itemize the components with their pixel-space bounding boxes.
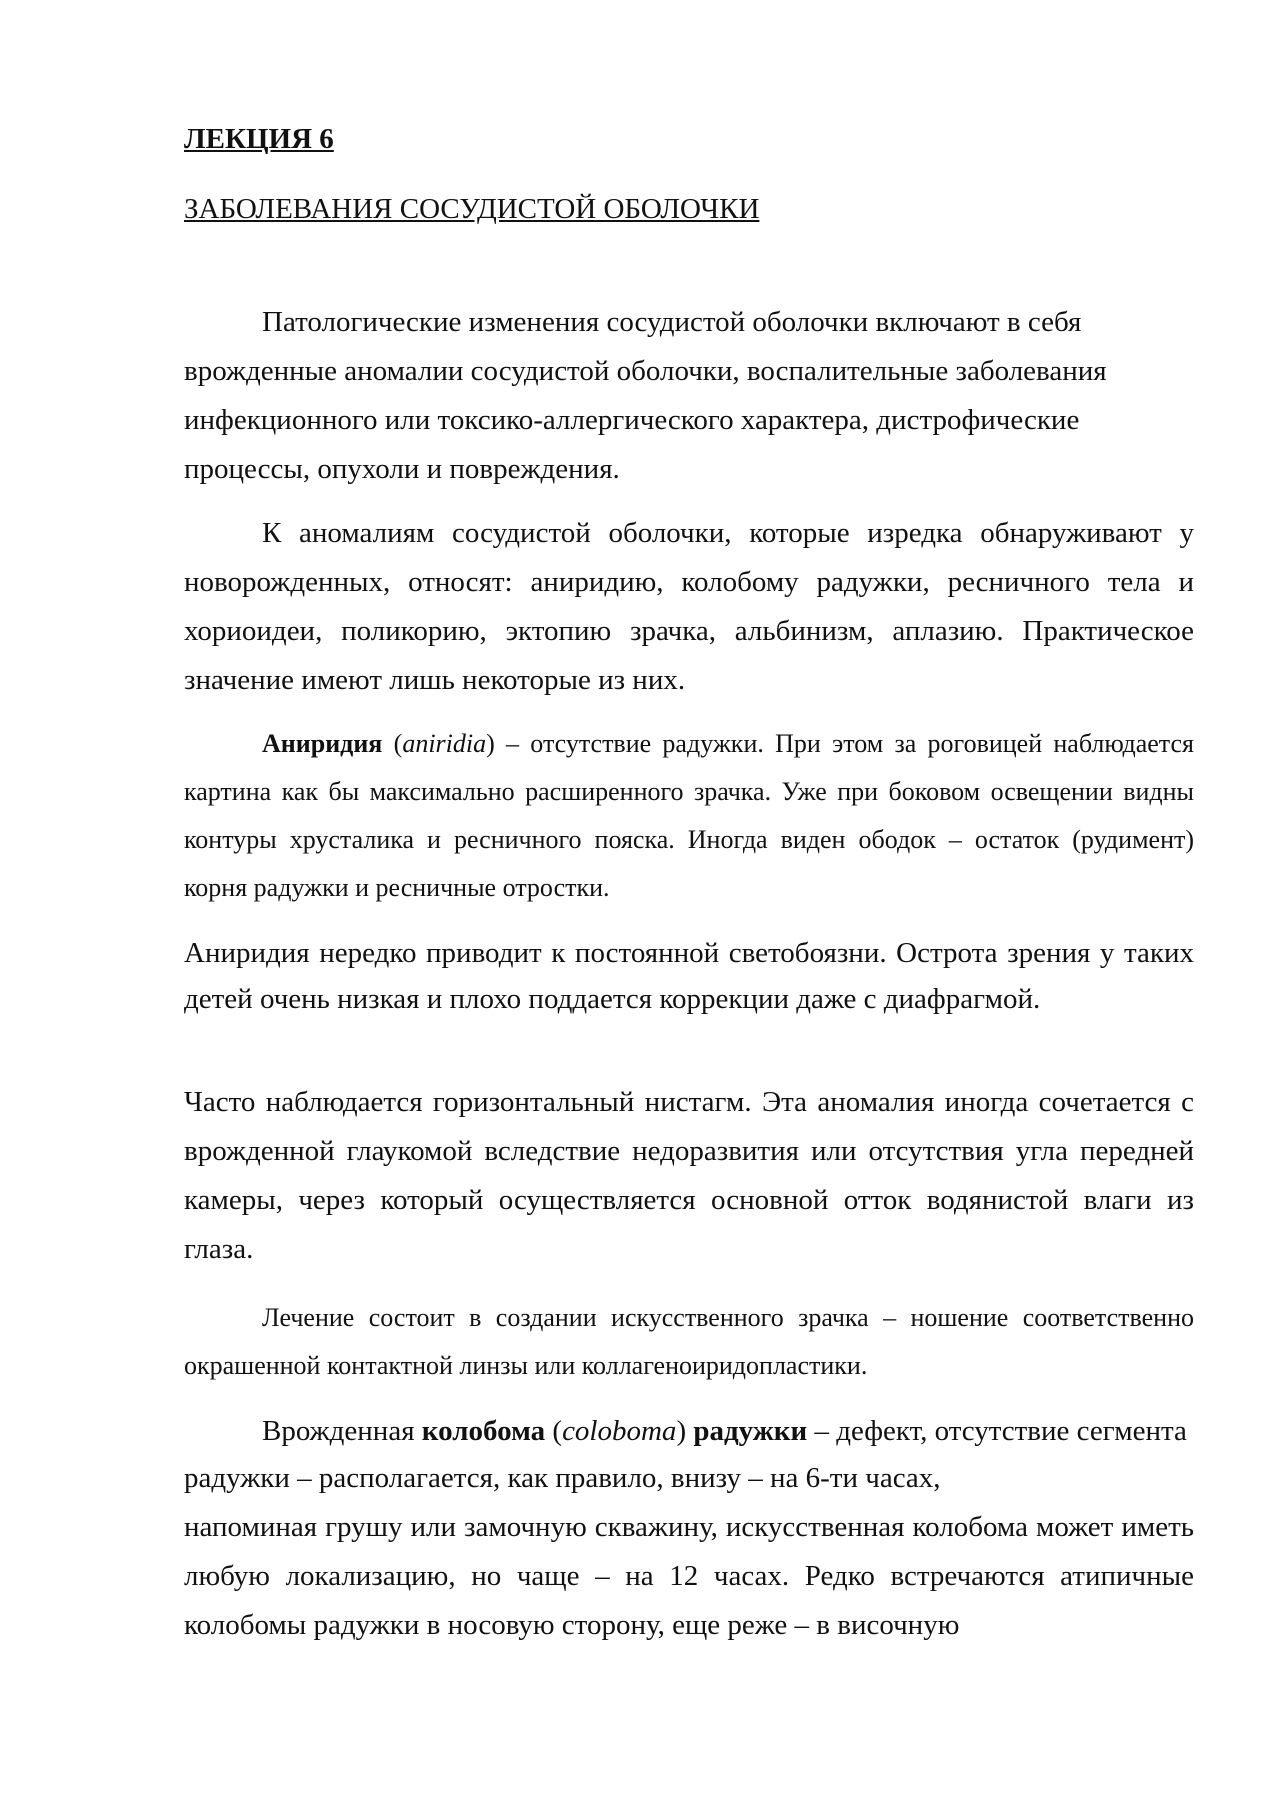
term-aniridia: Аниридия (262, 729, 383, 758)
paragraph-pathology-overview: Патологические изменения сосудистой оболочки включают в себя врожденные аномалии сосудистой оболочки, воспалительные заболевания инфекционного или токсико-аллергического характера, дистрофические процессы, опухоли и повреждения. (184, 306, 1107, 485)
paragraph-nystagmus: Часто наблюдается горизонтальный нистагм. Эта аномалия иногда сочетается с врожденной глаукомой вследствие недоразвития или отсутствия угла передней камеры, через который осуществляется основной отток водянистой влаги из глаза. (184, 1086, 1194, 1265)
latin-coloboma: coloboma (562, 1415, 677, 1447)
paragraph-coloboma-continued: напоминая грушу или замочную скважину, искусственная колобома может иметь любую локализацию, но чаще – на 12 часах. Редко встречаются атипичные колобомы радужки в носовую сторону, еще реже – в височную (184, 1511, 1194, 1641)
paragraph-aniridia-photophobia: Аниридия нередко приводит к постоянной светобоязни. Острота зрения у таких детей очень низкая и плохо поддается коррекции даже с диафрагмой. (184, 937, 1194, 1015)
aniridia-description: ) – отсутствие радужки. При этом за роговицей наблюдается картина как бы максимально расширенного зрачка. Уже при боковом освещении видны контуры хрусталика и ресничного пояска. Иногда виден ободок – остаток (рудимент) корня радужки и ресничные отростки. (184, 729, 1194, 902)
latin-aniridia: aniridia (402, 729, 487, 758)
coloboma-lead: Врожденная (262, 1415, 422, 1447)
term-iris: радужки (693, 1415, 808, 1447)
paragraph-treatment: Лечение состоит в создании искусственного зрачка – ношение соответственно окрашенной контактной линзы или коллагеноиридопластики. (184, 1303, 1194, 1380)
coloboma-description: – дефект, отсутствие сегмента радужки – располагается, как правило, внизу – на 6-ти часах, (184, 1415, 1187, 1494)
page-subtitle: ЗАБОЛЕВАНИЯ СОСУДИСТОЙ ОБОЛОЧКИ (184, 193, 760, 225)
paren-close: ) (676, 1415, 694, 1447)
paragraph-aniridia-definition (184, 720, 1194, 912)
paragraph-anomalies: К аномалиям сосудистой оболочки, которые изредка обнаруживают у новорожденных, относят: аниридию, колобому радужки, ресничного тела и хориоидеи, поликорию, эктопию зрачка, альбинизм, аплазию. Практическое значение имеют лишь некоторые из них. (184, 517, 1194, 696)
paren-open: ( (382, 729, 403, 758)
term-coloboma: колобома (421, 1415, 546, 1447)
paren-open: ( (545, 1415, 563, 1447)
page-title: ЛЕКЦИЯ 6 (184, 123, 334, 155)
paragraph-coloboma (184, 1408, 1194, 1502)
